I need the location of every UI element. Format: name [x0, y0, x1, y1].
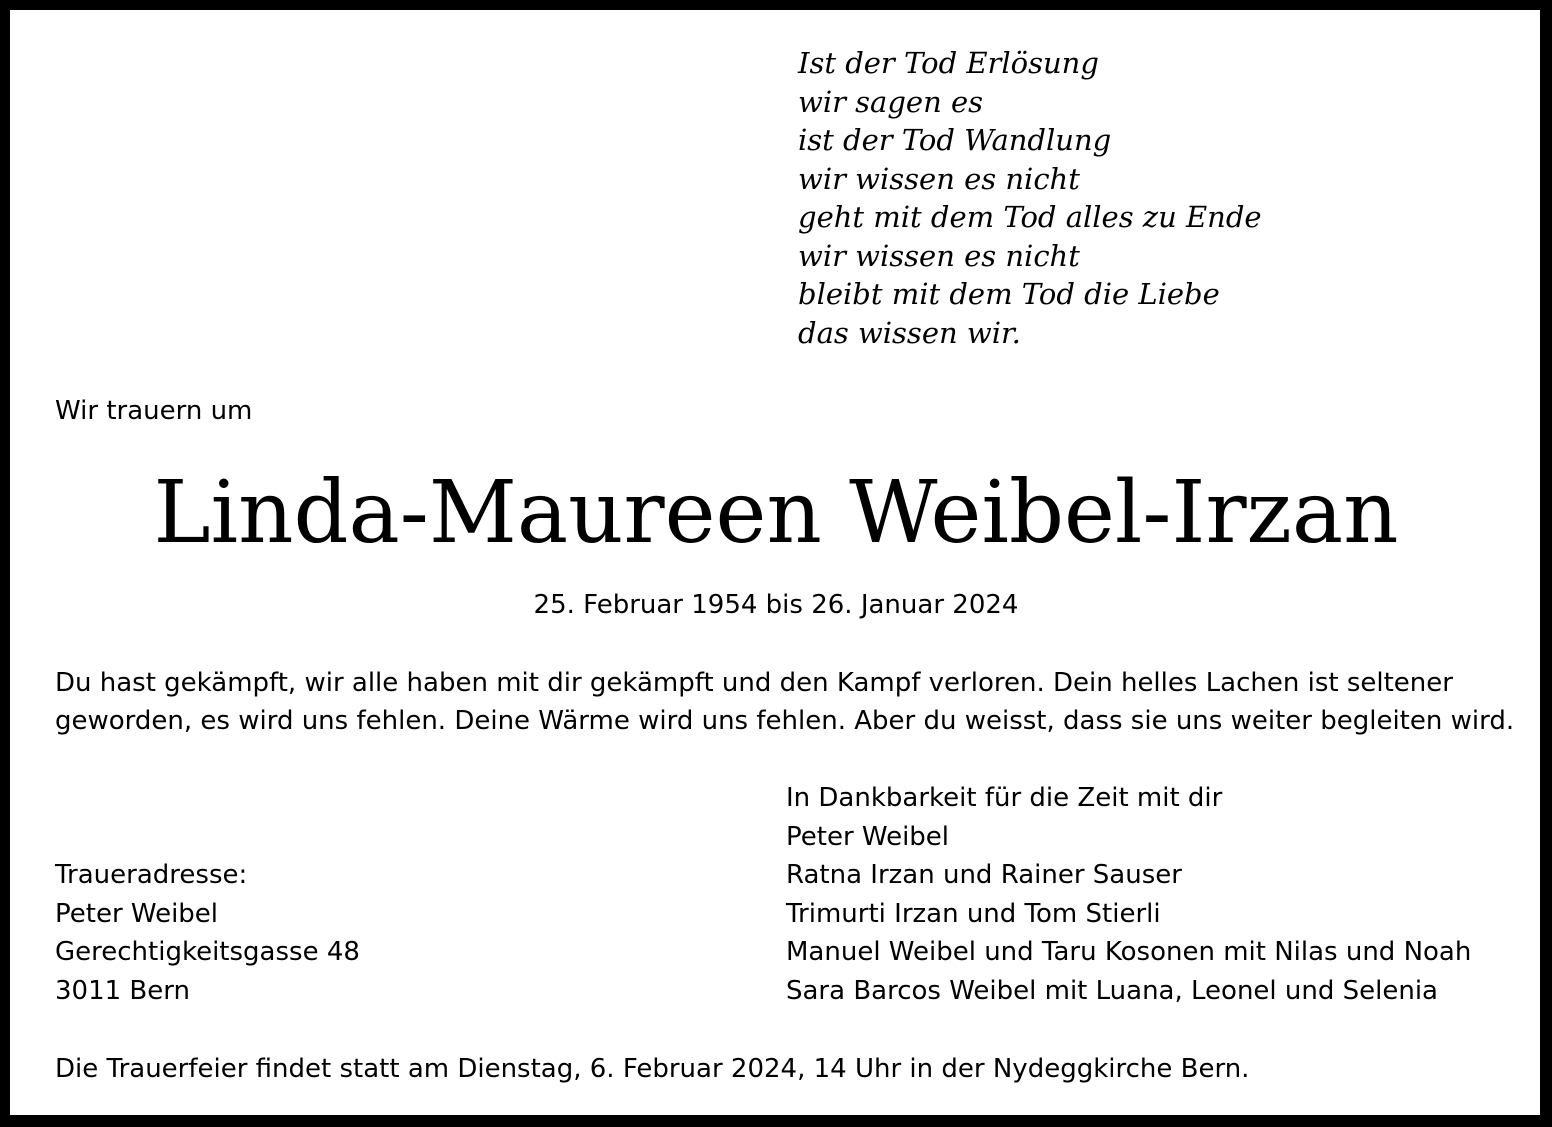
intro-text: Wir trauern um — [55, 396, 253, 426]
poem-line: das wissen wir. — [798, 315, 1021, 350]
mourner-name: Ratna Irzan und Rainer Sauser — [786, 860, 1182, 891]
life-dates: 25. Februar 1954 bis 26. Januar 2024 — [533, 590, 1019, 620]
message-line: geworden, es wird uns fehlen. Deine Wärme wird uns fehlen. Aber du weisst, dass sie uns weiter begleiten wird. — [55, 706, 1515, 736]
deceased-name: Linda-Maureen Weibel-Irzan — [153, 463, 1399, 563]
mourners-list — [786, 779, 1471, 1011]
mourner-name: Manuel Weibel und Taru Kosonen mit Nilas und Noah — [786, 937, 1472, 968]
mourner-name: Peter Weibel — [786, 821, 950, 852]
message-line: Du hast gekämpft, wir alle haben mit dir gekämpft und den Kampf verloren. Dein helles Lachen ist seltener — [55, 668, 1453, 698]
poem-line: bleibt mit dem Tod die Liebe — [798, 277, 1220, 311]
mourning-address — [55, 856, 360, 1010]
poem-line: wir sagen es — [798, 84, 984, 119]
poem-line: wir wissen es nicht — [798, 161, 1080, 196]
poem-line: Ist der Tod Erlösung — [798, 46, 1099, 80]
poem-line: wir wissen es nicht — [798, 238, 1080, 273]
address-street: Gerechtigkeitsgasse 48 — [55, 937, 360, 968]
mourner-name: Trimurti Irzan und Tom Stierli — [786, 898, 1161, 929]
poem-line: ist der Tod Wandlung — [798, 123, 1112, 157]
address-name: Peter Weibel — [55, 898, 219, 929]
address-city: 3011 Bern — [55, 975, 190, 1006]
mourners-heading: In Dankbarkeit für die Zeit mit dir — [786, 783, 1223, 813]
ceremony-notice: Die Trauerfeier findet statt am Dienstag, 6. Februar 2024, 14 Uhr in der Nydeggkirche Bern. — [55, 1054, 1250, 1084]
address-label: Traueradresse: — [55, 860, 248, 890]
farewell-message — [55, 664, 1515, 740]
mourner-name: Sara Barcos Weibel mit Luana, Leonel und Selenia — [786, 975, 1438, 1006]
poem — [798, 44, 1262, 352]
poem-line: geht mit dem Tod alles zu Ende — [798, 200, 1262, 234]
